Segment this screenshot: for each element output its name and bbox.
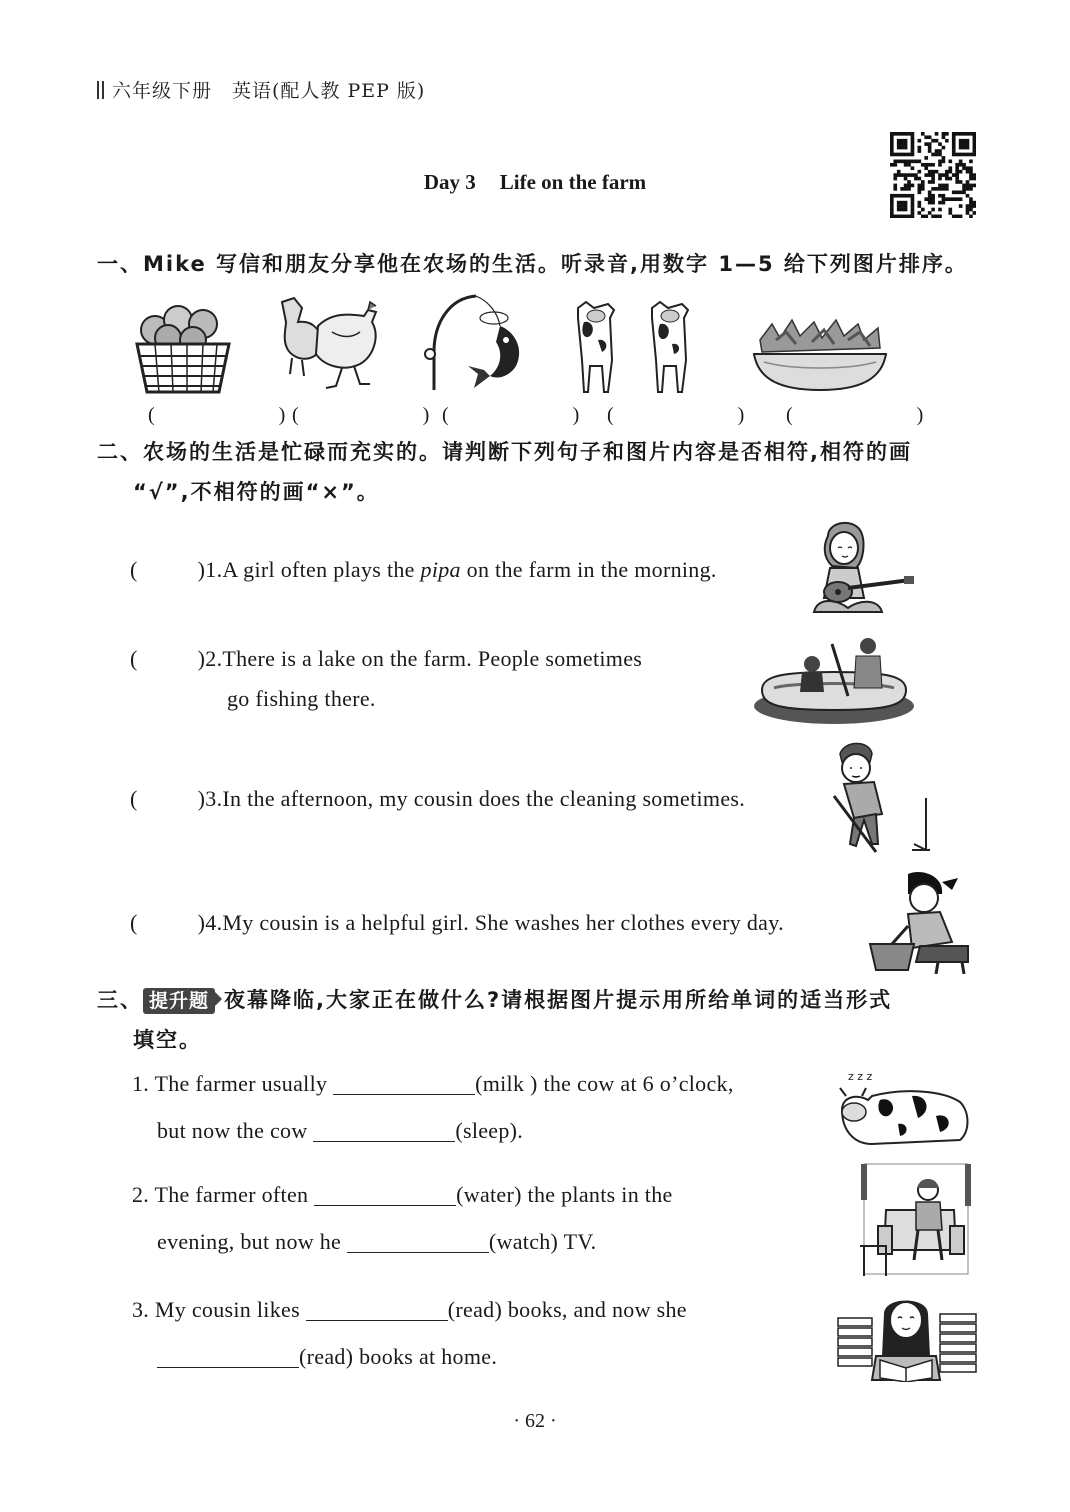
section1-heading: 一、Mike 写信和朋友分享他在农场的生活。听录音,用数字 1—5 给下列图片排序。 [97, 252, 968, 276]
item-number: )3. [197, 786, 223, 811]
answer-blank[interactable] [314, 1181, 456, 1206]
fill-text: (water) the plants in the [456, 1182, 673, 1207]
item-text: There is a lake on the farm. People sometimes [222, 646, 643, 671]
fill-text: 3. My cousin likes [132, 1297, 306, 1322]
answer-paren-open[interactable]: ( [130, 646, 138, 671]
item-text: My cousin is a helpful girl. She washes her clothes every day. [222, 910, 784, 935]
section2-heading-line1: 二、农场的生活是忙碌而充实的。请判断下列句子和图片内容是否相符,相符的画 [97, 440, 912, 464]
title-topic: Life on the farm [499, 170, 647, 194]
fill-item-2 [132, 1175, 673, 1262]
section2-heading-line2: “√”,不相符的画“×”。 [133, 480, 380, 504]
item-text-line2: go fishing there. [227, 686, 376, 711]
section3-prefix: 三、 [97, 988, 143, 1012]
item-text: on the farm in the morning. [460, 557, 717, 582]
hens-icon [272, 292, 387, 392]
section3-heading-line2: 填空。 [133, 1028, 202, 1052]
fill-text: 1. The farmer usually [132, 1071, 334, 1096]
fill-text: (milk ) the cow at 6 o’clock, [475, 1071, 734, 1096]
item-number: )4. [197, 910, 223, 935]
fill-text: evening, but now he [157, 1229, 347, 1254]
fill-item-3 [132, 1290, 687, 1377]
fill-text: 2. The farmer often [132, 1182, 315, 1207]
answer-blank[interactable] [306, 1296, 448, 1321]
answer-paren-open[interactable]: ( [130, 786, 138, 811]
answer-blank[interactable] [333, 1070, 475, 1095]
page-number: · 62 · [513, 1410, 557, 1432]
man-sofa-icon [858, 1160, 976, 1278]
answer-paren-open[interactable]: ( [130, 910, 138, 935]
section3-heading [97, 980, 977, 1060]
picture-answer-blank[interactable]: ( ) [148, 404, 314, 426]
item-text: A girl often plays the [222, 557, 421, 582]
item-italic: pipa [420, 557, 461, 582]
section2-heading [97, 432, 977, 512]
picture-answer-blank[interactable]: ( ) [786, 404, 952, 426]
fill-text: (read) books, and now she [447, 1297, 687, 1322]
advanced-badge: 提升题 [143, 988, 215, 1014]
sleeping-cow-icon [832, 1066, 972, 1152]
picture-answer-blank[interactable]: ( ) [442, 404, 608, 426]
fill-text: (sleep). [455, 1118, 524, 1143]
title-day: Day 3 [423, 170, 476, 194]
fill-item-1 [132, 1064, 734, 1151]
answer-blank[interactable] [313, 1117, 455, 1142]
header-text: 六年级下册 英语(配人教 PEP 版) [112, 80, 426, 102]
picture-answer-blank[interactable]: ( ) [292, 404, 458, 426]
answer-blank[interactable] [157, 1343, 299, 1368]
fruit-basket-icon [133, 300, 233, 396]
boat-icon [752, 636, 916, 728]
fill-text: (read) books at home. [299, 1344, 498, 1369]
girl-reading-icon [836, 1294, 978, 1382]
badge-arrow-icon [215, 992, 222, 1006]
vegetables-icon [752, 318, 888, 394]
item-number: )2. [197, 646, 223, 671]
answer-paren-open[interactable]: ( [130, 557, 138, 582]
cows-icon [568, 300, 713, 396]
fishing-icon [420, 292, 535, 392]
header-bar-icon [97, 81, 104, 99]
fill-text: (watch) TV. [488, 1229, 597, 1254]
book-header [97, 76, 425, 103]
judge-item-2 [130, 639, 642, 719]
judge-item-4 [130, 903, 784, 943]
item-number: )1. [197, 557, 223, 582]
svg-text:z z z: z z z [848, 1070, 873, 1083]
section3-heading-text: 夜幕降临,大家正在做什么?请根据图片提示用所给单词的适当形式 [224, 988, 893, 1012]
judge-item-3 [130, 779, 745, 819]
answer-blank[interactable] [347, 1228, 489, 1253]
boy-sweeping-icon [826, 740, 930, 858]
item-text: In the afternoon, my cousin does the cleaning sometimes. [222, 786, 746, 811]
picture-answer-blank[interactable]: ( ) [607, 404, 773, 426]
judge-item-1 [130, 550, 717, 590]
qr-code-icon[interactable] [890, 132, 976, 218]
girl-washing-icon [868, 870, 974, 974]
girl-guitar-icon [808, 516, 916, 624]
fill-text: but now the cow [157, 1118, 314, 1143]
